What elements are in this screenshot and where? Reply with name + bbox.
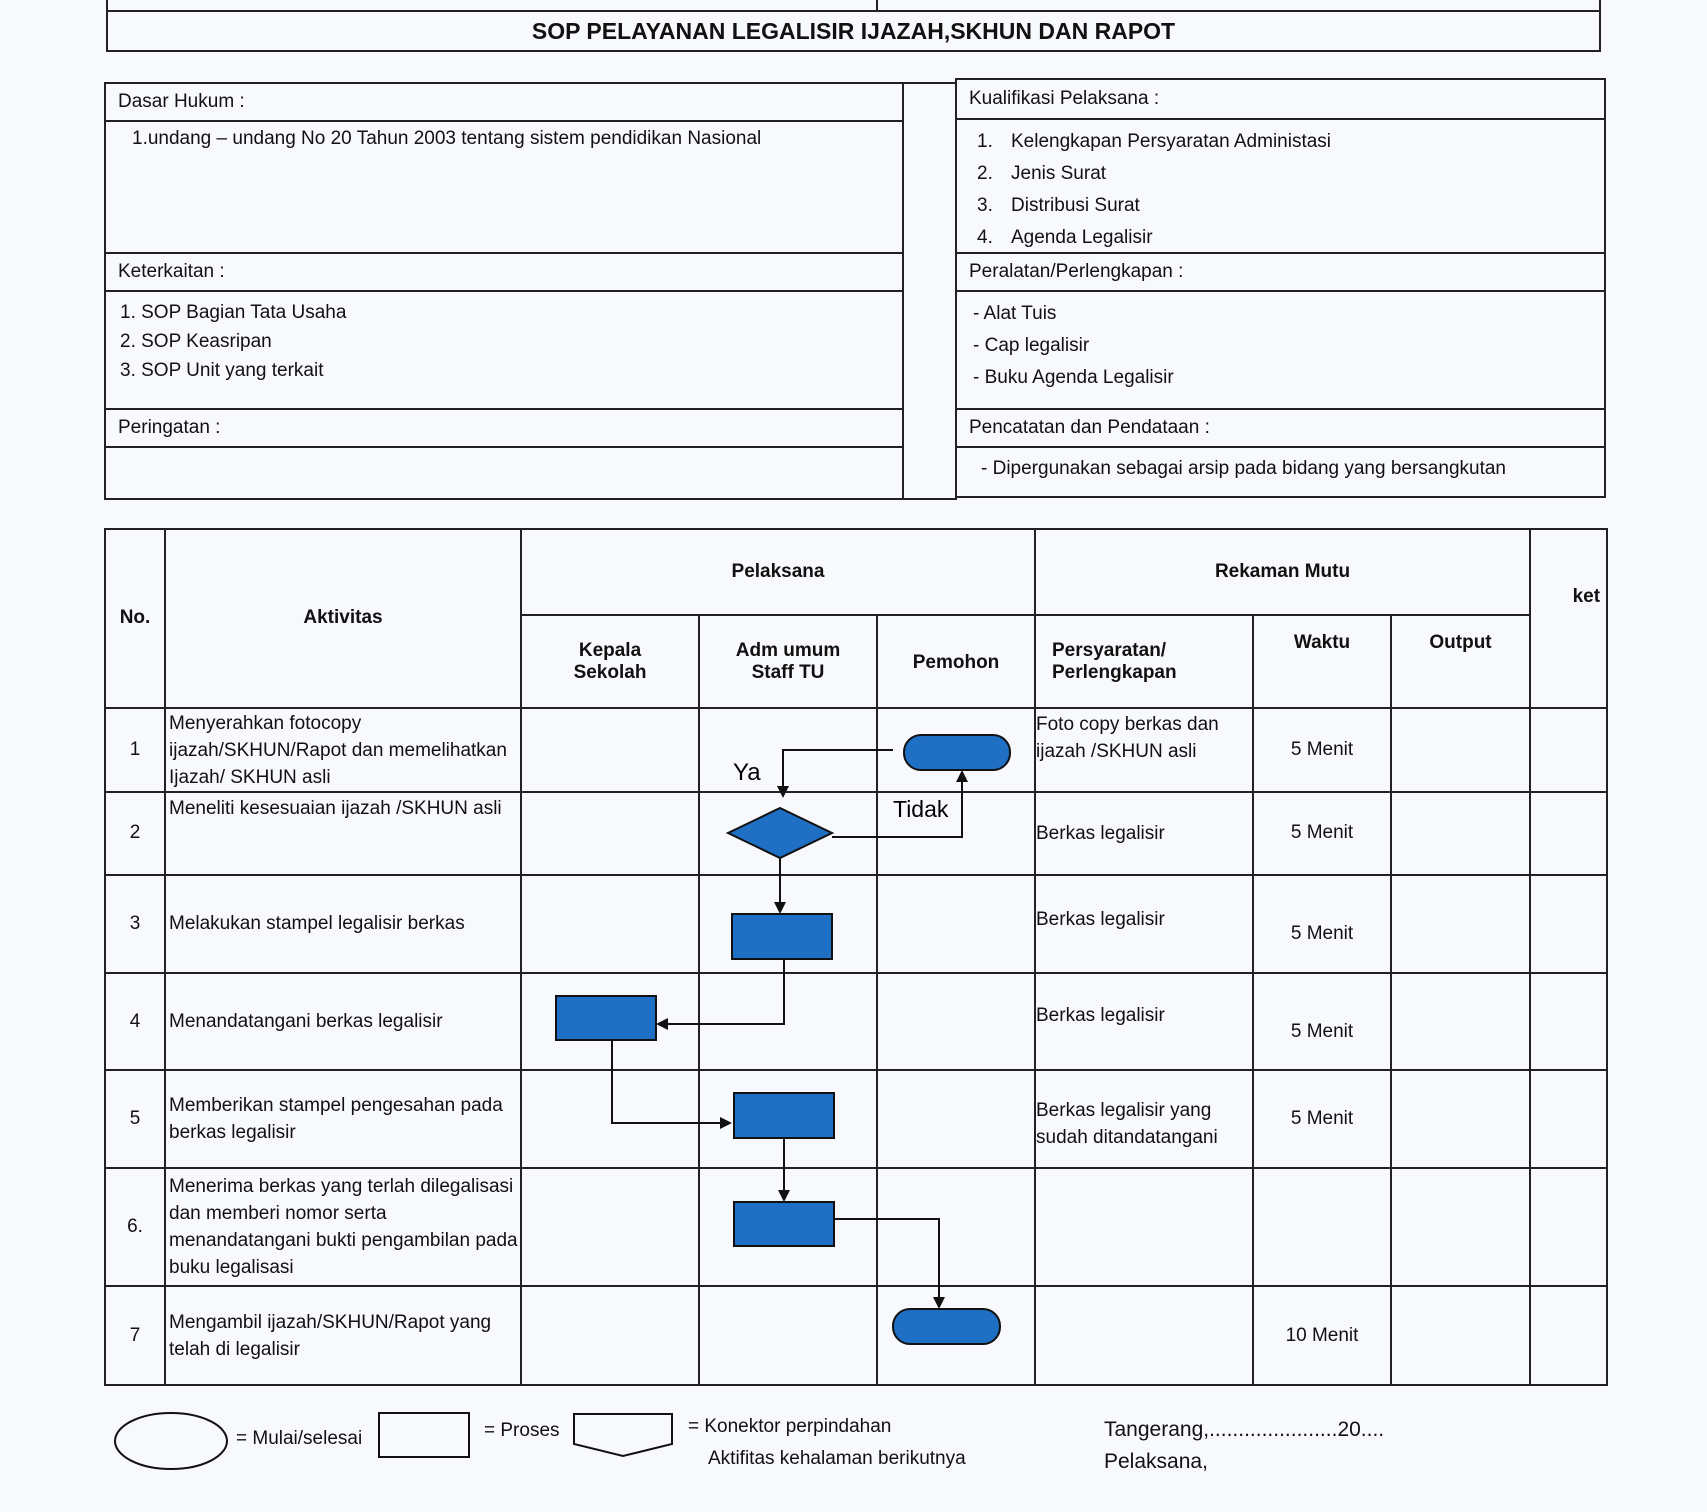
dasar-hukum-label: Dasar Hukum : (106, 84, 902, 122)
row-persyaratan: Berkas legalisir (1035, 792, 1253, 874)
legend-start-end-symbol (112, 1410, 230, 1472)
row-aktivitas: Menerima berkas yang terlah dilegalisasi dan memberi nomor serta menandatangani bukti pengambilan pada buku legalisasi (165, 1168, 521, 1287)
row-aktivitas: Menyerahkan fotocopy ijazah/SKHUN/Rapot dan memelihatkan Ijazah/ SKHUN asli (165, 708, 521, 792)
table-row (105, 792, 1607, 874)
header-pemohon: Pemohon (877, 615, 1035, 707)
keterkaitan-label: Keterkaitan : (106, 254, 902, 292)
peralatan-label: Peralatan/Perlengkapan : (957, 254, 1604, 292)
peralatan-content (957, 292, 1604, 410)
table-row (105, 973, 1607, 1070)
row-aktivitas: Melakukan stampel legalisir berkas (165, 875, 521, 973)
row-persyaratan (1035, 1286, 1253, 1385)
row-aktivitas: Memberikan stampel pengesahan pada berkas legalisir (165, 1070, 521, 1167)
peringatan-label: Peringatan : (106, 410, 902, 448)
row-number: 1 (105, 708, 165, 792)
peralatan-item: - Cap legalisir (973, 335, 1090, 356)
row-persyaratan: Berkas legalisir (1035, 973, 1253, 1070)
row-number: 2 (105, 792, 165, 874)
row-persyaratan: Berkas legalisir (1035, 875, 1253, 973)
header-aktivitas: Aktivitas (165, 529, 521, 708)
label-tidak: Tidak (893, 796, 949, 822)
header-output: Output (1391, 615, 1530, 707)
row-persyaratan: Foto copy berkas dan ijazah /SKHUN asli (1035, 708, 1253, 792)
panel-gap (902, 82, 957, 500)
kualifikasi-item: 3. Distribusi Surat (977, 195, 1140, 216)
kualifikasi-label: Kualifikasi Pelaksana : (957, 80, 1604, 120)
sop-flow-table (104, 528, 1608, 1386)
legend-connector-sublabel: Aktifitas kehalaman berikutnya (708, 1448, 966, 1469)
pencatatan-item: - Dipergunakan sebagai arsip pada bidang yang bersangkutan (981, 458, 1506, 479)
legend-process-symbol (378, 1412, 470, 1458)
label-ya: Ya (733, 759, 761, 786)
kualifikasi-item: 2. Jenis Surat (977, 163, 1107, 184)
row-waktu: 5 Menit (1253, 875, 1391, 973)
kualifikasi-item: 1. Kelengkapan Persyaratan Administasi (977, 131, 1332, 152)
right-info-panel (955, 78, 1606, 498)
row-number: 6. (105, 1168, 165, 1287)
kualifikasi-content (957, 120, 1604, 254)
table-row (105, 708, 1607, 792)
table-row (105, 875, 1607, 973)
table-row (105, 1070, 1607, 1167)
header-no: No. (105, 529, 165, 708)
keterkaitan-item: 1. SOP Bagian Tata Usaha (120, 302, 347, 323)
header-top-rule (106, 0, 1601, 10)
table-row (105, 1286, 1607, 1385)
keterkaitan-item: 3. SOP Unit yang terkait (120, 360, 324, 381)
row-waktu: 5 Menit (1253, 792, 1391, 874)
pencatatan-label: Pencatatan dan Pendataan : (957, 410, 1604, 448)
header-rekaman-mutu: Rekaman Mutu (1035, 529, 1530, 615)
row-number: 5 (105, 1070, 165, 1167)
row-aktivitas: Menandatangani berkas legalisir (165, 973, 521, 1070)
row-waktu: 5 Menit (1253, 1070, 1391, 1167)
row-number: 7 (105, 1286, 165, 1385)
peralatan-item: - Alat Tuis (973, 303, 1057, 324)
row-waktu (1253, 1168, 1391, 1287)
header-adm-umum: Adm umum Staff TU (699, 615, 877, 707)
row-waktu: 5 Menit (1253, 973, 1391, 1070)
legend-process-label: = Proses (484, 1420, 560, 1441)
table-row (105, 1168, 1607, 1287)
row-persyaratan: Berkas legalisir yang sudah ditandatangani (1035, 1070, 1253, 1167)
pencatatan-content (957, 448, 1604, 496)
header-kepala-sekolah: Kepala Sekolah (521, 615, 699, 707)
keterkaitan-content (106, 292, 902, 410)
header-waktu: Waktu (1253, 615, 1391, 707)
signature-role: Pelaksana, (1104, 1450, 1208, 1473)
left-info-panel (104, 82, 904, 500)
header-pelaksana: Pelaksana (521, 529, 1035, 615)
keterkaitan-item: 2. SOP Keasripan (120, 331, 272, 352)
row-aktivitas: Meneliti kesesuaian ijazah /SKHUN asli (165, 792, 521, 874)
row-number: 4 (105, 973, 165, 1070)
peringatan-content (106, 448, 902, 498)
row-waktu: 5 Menit (1253, 708, 1391, 792)
legend-connector-symbol (572, 1412, 676, 1462)
row-waktu: 10 Menit (1253, 1286, 1391, 1385)
row-number: 3 (105, 875, 165, 973)
signature-place-date: Tangerang,......................20.... (1104, 1418, 1385, 1441)
header-ket: ket (1530, 529, 1607, 708)
page-title: SOP PELAYANAN LEGALISIR IJAZAH,SKHUN DAN RAPOT (106, 10, 1601, 52)
peralatan-item: - Buku Agenda Legalisir (973, 367, 1174, 388)
header-persyaratan: Persyaratan/ Perlengkapan (1035, 615, 1253, 707)
kualifikasi-item: 4. Agenda Legalisir (977, 227, 1153, 248)
row-persyaratan (1035, 1168, 1253, 1287)
dasar-hukum-content (106, 122, 902, 254)
legend-connector-label: = Konektor perpindahan (688, 1416, 892, 1437)
legend-start-end-label: = Mulai/selesai (236, 1428, 363, 1449)
row-aktivitas: Mengambil ijazah/SKHUN/Rapot yang telah di legalisir (165, 1286, 521, 1385)
dasar-hukum-item: 1.undang – undang No 20 Tahun 2003 tentang sistem pendidikan Nasional (132, 128, 762, 149)
